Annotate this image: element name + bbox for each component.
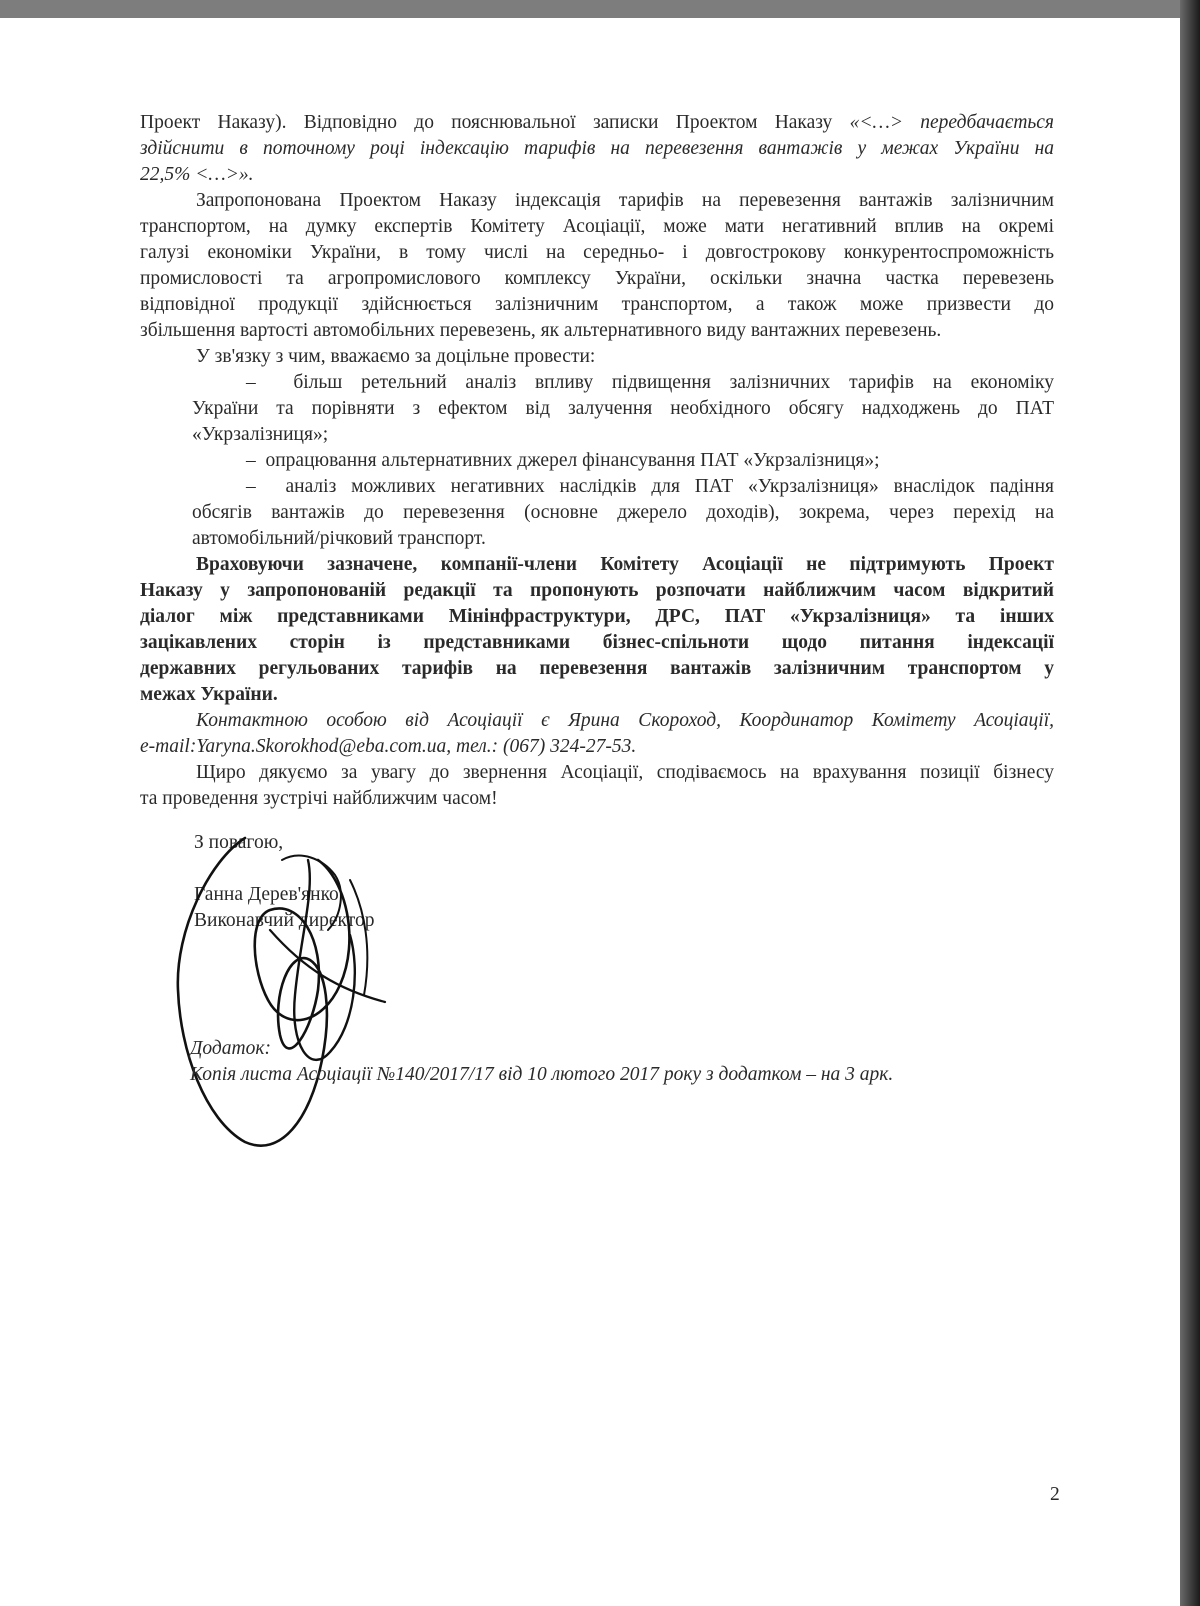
bullet-item-2 — [140, 448, 1054, 474]
paragraph-line: Контактною особою від Асоціації є Ярина Скороход, Координатор Комітету Асоціації, — [196, 710, 1054, 731]
window-right-border — [1180, 0, 1200, 1606]
paragraph-line: здійснити в поточному році індексацію тарифів на перевезення вантажів у межах України на — [140, 138, 1054, 159]
thanks-paragraph — [140, 760, 1054, 812]
bullet-item-1 — [140, 370, 1054, 448]
window-top-border — [0, 0, 1200, 18]
bullet-line: «Укрзалізниця»; — [192, 424, 329, 445]
paragraph-line: транспортом, на думку експертів Комітету Асоціації, може мати негативний вплив на окремі — [140, 216, 1054, 237]
bullet-item-3 — [140, 474, 1054, 552]
bullet-line — [140, 474, 1054, 500]
text-span: аналіз можливих негативних наслідків для ПАТ «Укрзалізниця» внаслідок падіння — [285, 476, 1055, 497]
attachment-text: Копія листа Асоціації №140/2017/17 від 10 лютого 2017 року з додатком – на 3 арк. — [190, 1064, 894, 1085]
bullet-line: України та порівняти з ефектом від залучення необхідного обсягу надходжень до ПАТ — [192, 398, 1054, 419]
bullet-line — [140, 448, 1054, 474]
paragraph-line: У зв'язку з чим, вважаємо за доцільне провести: — [196, 346, 596, 367]
contact-paragraph — [140, 708, 1054, 760]
paragraph-line: зацікавлених сторін із представниками бізнес-спільноти щодо питання індексації — [140, 632, 1054, 653]
closing-regards: З повагою, — [194, 832, 284, 853]
bullet-line — [140, 370, 1054, 396]
text-span: опрацювання альтернативних джерел фінансування ПАТ «Укрзалізниця»; — [265, 450, 880, 471]
bullet-dash: – — [246, 450, 256, 471]
text-span: більш ретельний аналіз впливу підвищення залізничних тарифів на економіку — [293, 372, 1055, 393]
paragraph-position-statement — [140, 552, 1054, 708]
bullet-dash: – — [246, 476, 256, 497]
contact-details: e-mail:Yaryna.Skorokhod@eba.com.ua, тел.: (067) 324-27-53. — [140, 736, 637, 757]
bullet-line: обсягів вантажів до перевезення (основне джерело доходів), зокрема, через перехід на — [192, 502, 1054, 523]
paragraph-line: промисловості та агропромислового комплексу України, оскільки значна частка перевезень — [140, 268, 1054, 289]
paragraph-line: Враховуючи зазначене, компанії-члени Комітету Асоціації не підтримують Проект — [196, 554, 1054, 575]
paragraph-line: державних регульованих тарифів на перевезення вантажів залізничним транспортом у — [140, 658, 1054, 679]
paragraph-line: Щиро дякуємо за увагу до звернення Асоціації, сподіваємось на врахування позиції бізнесу — [196, 762, 1054, 783]
paragraph-line: та проведення зустрічі найближчим часом! — [140, 788, 498, 809]
paragraph-line: Наказу у запропонованій редакції та пропонують розпочати найближчим часом відкритий — [140, 580, 1054, 601]
handwritten-signature-image — [150, 820, 420, 1150]
paragraph-line: галузі економіки України, в тому числі на середньо- і довгострокову конкурентоспроможність — [140, 242, 1054, 263]
bullet-line: автомобільний/річковий транспорт. — [192, 528, 486, 549]
paragraph-line: Запропонована Проектом Наказу індексація тарифів на перевезення вантажів залізничним — [196, 190, 1054, 211]
text-span: Проект Наказу). Відповідно до пояснювальної записки Проектом Наказу — [140, 112, 850, 133]
paragraph-line: межах України. — [140, 684, 278, 705]
paragraph-line: відповідної продукції здійснюється залізничним транспортом, а також може призвести до — [140, 294, 1054, 315]
paragraph-line: діалог між представниками Мінінфраструктури, ДРС, ПАТ «Укрзалізниця» та інших — [140, 606, 1054, 627]
signatory-name: Ганна Дерев'янко — [194, 884, 339, 905]
paragraph-line: збільшення вартості автомобільних перевезень, як альтернативного виду вантажних перевезень. — [140, 320, 942, 341]
bullet-dash: – — [246, 372, 256, 393]
page-number: 2 — [1050, 1484, 1060, 1505]
attachment-label: Додаток: — [190, 1038, 271, 1059]
paragraph-proposals-intro — [140, 344, 1054, 370]
signatory-title: Виконавчий директор — [194, 910, 375, 931]
paragraph-line: 22,5% <…>». — [140, 164, 254, 185]
paragraph-continuation — [140, 110, 1054, 188]
paragraph-indexation-impact — [140, 188, 1054, 344]
paragraph-line — [140, 110, 1054, 136]
quote-span: «<…> передбачається — [849, 112, 1054, 133]
